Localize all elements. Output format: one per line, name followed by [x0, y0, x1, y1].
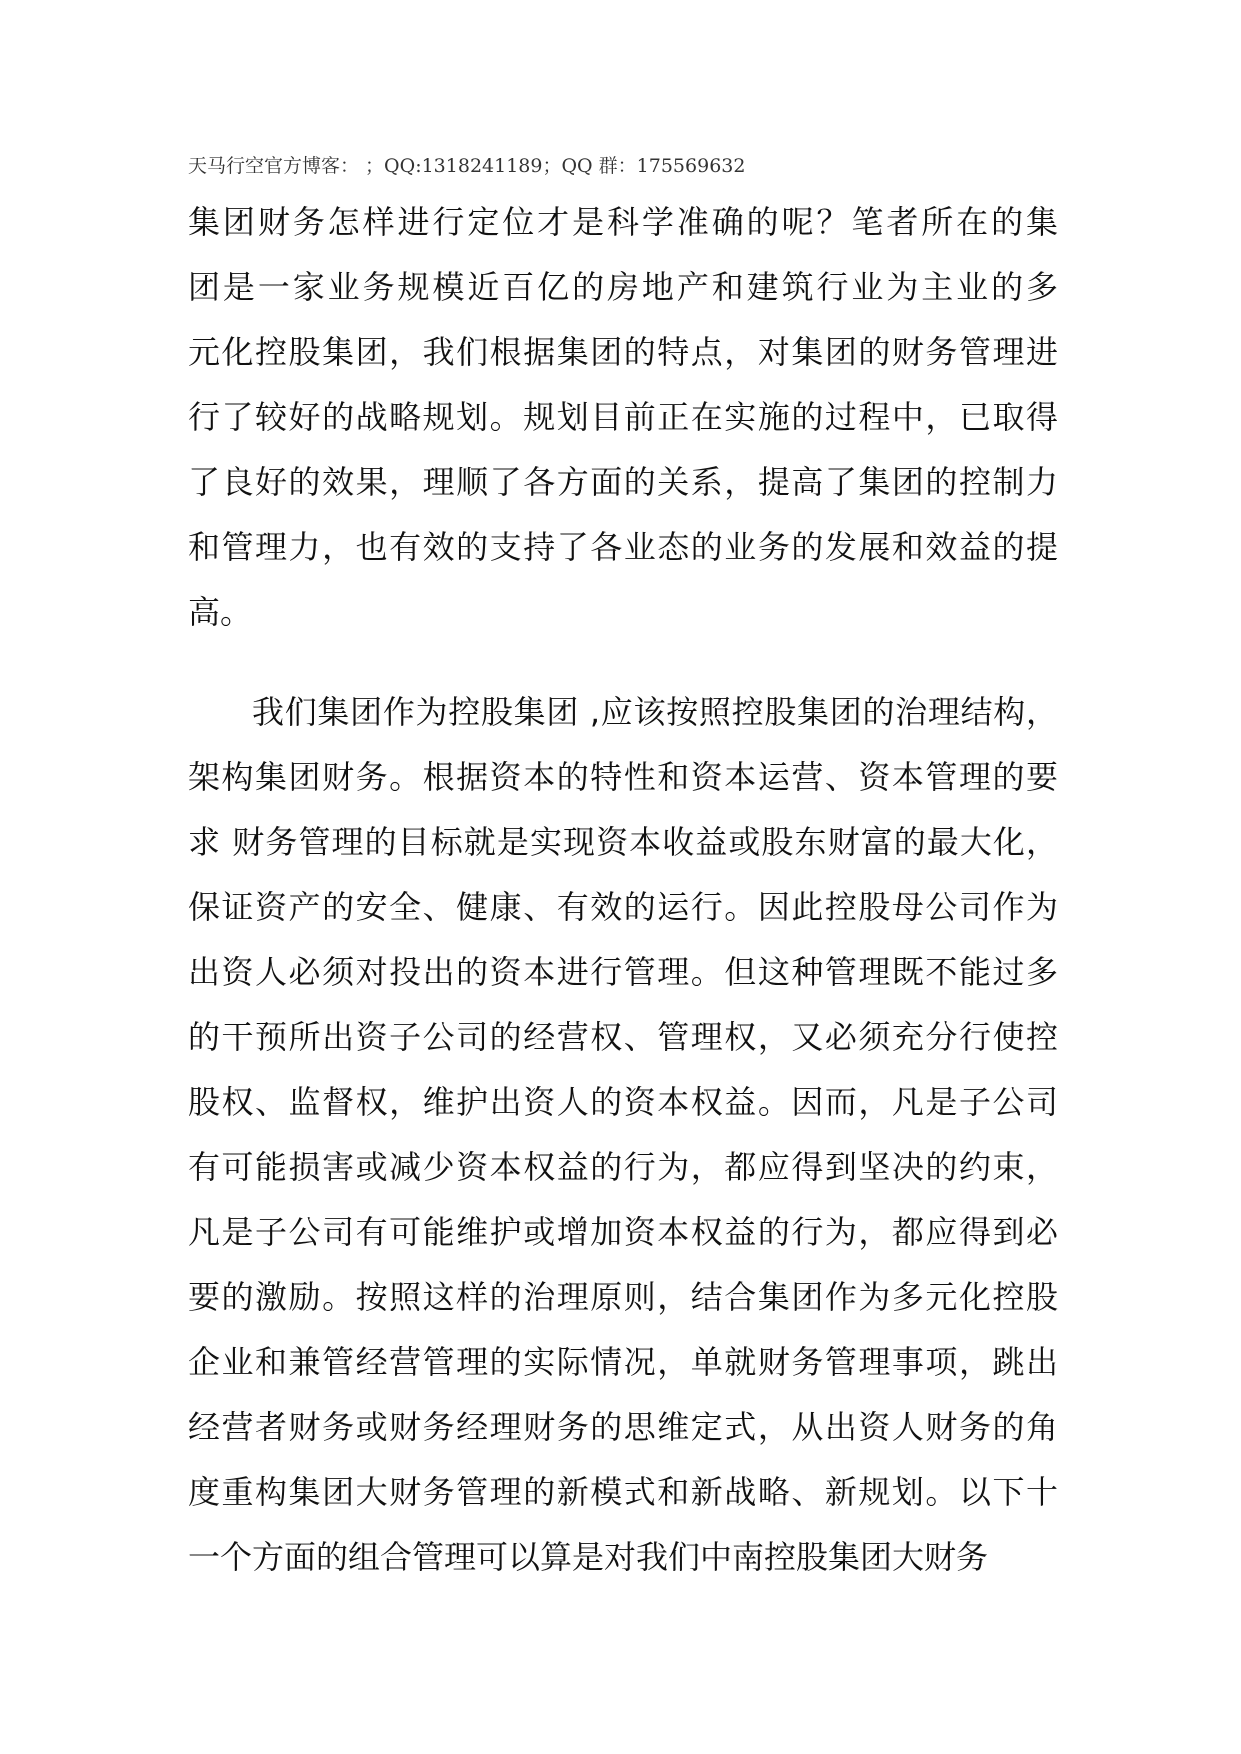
text-line: 度重构集团大财务管理的新模式和新战略、新规划。以下十: [188, 1473, 1058, 1511]
paragraph-2: [188, 680, 1058, 1590]
text-line: 架构集团财务。根据资本的特性和资本运营、资本管理的要: [188, 758, 1058, 796]
text-line: 保证资产的安全、健康、有效的运行。因此控股母公司作为: [188, 888, 1058, 926]
text-line: 我们集团作为控股集团 ,应该按照控股集团的治理结构，: [252, 693, 1058, 731]
text-line: 有可能损害或减少资本权益的行为，都应得到坚决的约束，: [188, 1148, 1058, 1186]
text-line: 元化控股集团，我们根据集团的特点，对集团的财务管理进: [188, 333, 1058, 371]
text-line: 行了较好的战略规划。规划目前正在实施的过程中，已取得: [188, 398, 1058, 436]
text-line: 和管理力，也有效的支持了各业态的业务的发展和效益的提: [188, 528, 1058, 566]
text-line: 的干预所出资子公司的经营权、管理权，又必须充分行使控: [188, 1018, 1058, 1056]
text-line: 一个方面的组合管理可以算是对我们中南控股集团大财务: [188, 1538, 989, 1576]
text-line: 了良好的效果，理顺了各方面的关系，提高了集团的控制力: [188, 463, 1058, 501]
text-line: 要的激励。按照这样的治理原则，结合集团作为多元化控股: [188, 1278, 1058, 1316]
document-body: [188, 190, 1058, 1590]
text-line: 高。: [188, 593, 253, 631]
text-line: 股权、监督权，维护出资人的资本权益。因而，凡是子公司: [188, 1083, 1058, 1121]
text-line: 经营者财务或财务经理财务的思维定式，从出资人财务的角: [188, 1408, 1058, 1446]
paragraph-gap: [188, 645, 1058, 680]
paragraph-1: [188, 190, 1058, 645]
text-line: 企业和兼管经营管理的实际情况，单就财务管理事项，跳出: [188, 1343, 1058, 1381]
page-header: 天马行空官方博客： ；QQ:1318241189；QQ 群：175569632: [188, 155, 746, 177]
text-line: 团是一家业务规模近百亿的房地产和建筑行业为主业的多: [188, 268, 1058, 306]
text-line: 出资人必须对投出的资本进行管理。但这种管理既不能过多: [188, 953, 1058, 991]
text-line: 集团财务怎样进行定位才是科学准确的呢？笔者所在的集: [188, 203, 1058, 241]
text-line: 凡是子公司有可能维护或增加资本权益的行为，都应得到必: [188, 1213, 1058, 1251]
text-line: 求 财务管理的目标就是实现资本收益或股东财富的最大化，: [188, 823, 1058, 861]
